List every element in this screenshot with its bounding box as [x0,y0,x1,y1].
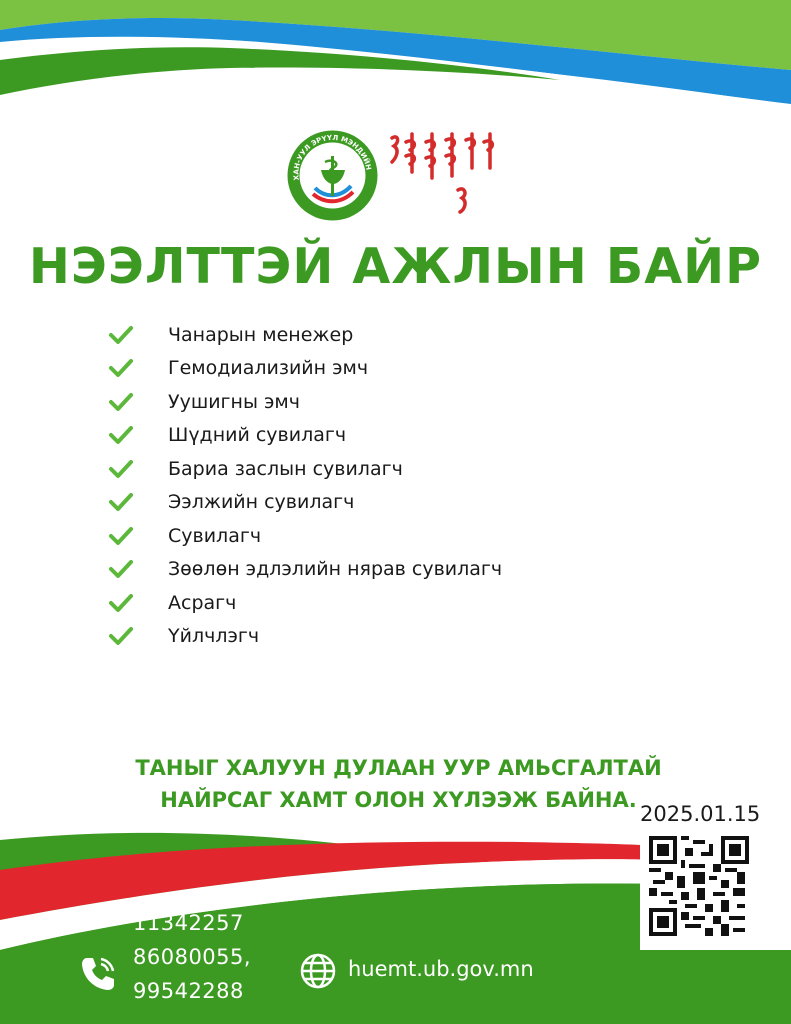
phone-number[interactable]: 86080055, [133,945,252,969]
job-title: Сувилагч [168,524,262,547]
job-list [108,318,502,653]
list-item [108,419,502,453]
phone-icon [78,954,118,994]
slogan-line-1: ТАНЫГ ХАЛУУН ДУЛААН УУР АМЬСГАЛТАЙ [135,756,662,780]
phone-number[interactable]: 11342257 [133,911,244,935]
list-item [108,385,502,419]
qr-code-icon[interactable] [649,836,749,936]
list-item [108,586,502,620]
job-title: Уушигны эмч [168,390,300,413]
job-title: Гемодиализийн эмч [168,357,369,380]
checkmark-icon [108,592,134,614]
checkmark-icon [108,424,134,446]
post-date: 2025.01.15 [640,802,761,826]
job-title: Бариа заслын сувилагч [168,457,403,480]
list-item [108,486,502,520]
phone-number[interactable]: 99542288 [133,979,244,1003]
website-link[interactable]: huemt.ub.gov.mn [348,957,534,981]
mongolian-script-logo [386,128,506,218]
globe-icon [298,951,338,991]
phone-numbers [133,906,251,1008]
job-title: Асрагч [168,591,237,614]
list-item [108,352,502,386]
checkmark-icon [108,324,134,346]
list-item [108,620,502,654]
checkmark-icon [108,491,134,513]
checkmark-icon [108,391,134,413]
checkmark-icon [108,458,134,480]
job-title: Чанарын менежер [168,323,354,346]
job-title: Шүдний сувилагч [168,424,347,447]
list-item [108,452,502,486]
list-item [108,318,502,352]
job-title: Үйлчлэгч [168,625,260,648]
checkmark-icon [108,558,134,580]
checkmark-icon [108,525,134,547]
list-item [108,553,502,587]
checkmark-icon [108,357,134,379]
list-item [108,519,502,553]
page-title: НЭЭЛТТЭЙ АЖЛЫН БАЙР [28,238,763,295]
clinic-logo [285,128,380,223]
slogan-line-2: НАЙРСАГ ХАМТ ОЛОН ХҮЛЭЭЖ БАЙНА. [160,788,637,812]
job-title: Зөөлөн эдлэлийн нярав сувилагч [168,558,503,581]
job-title: Ээлжийн сувилагч [168,491,355,514]
checkmark-icon [108,625,134,647]
top-wave-decoration [0,0,791,130]
logo-ring-text: ХАН-УУЛ ЭРҮҮЛ МЭНДИЙН [292,133,373,181]
